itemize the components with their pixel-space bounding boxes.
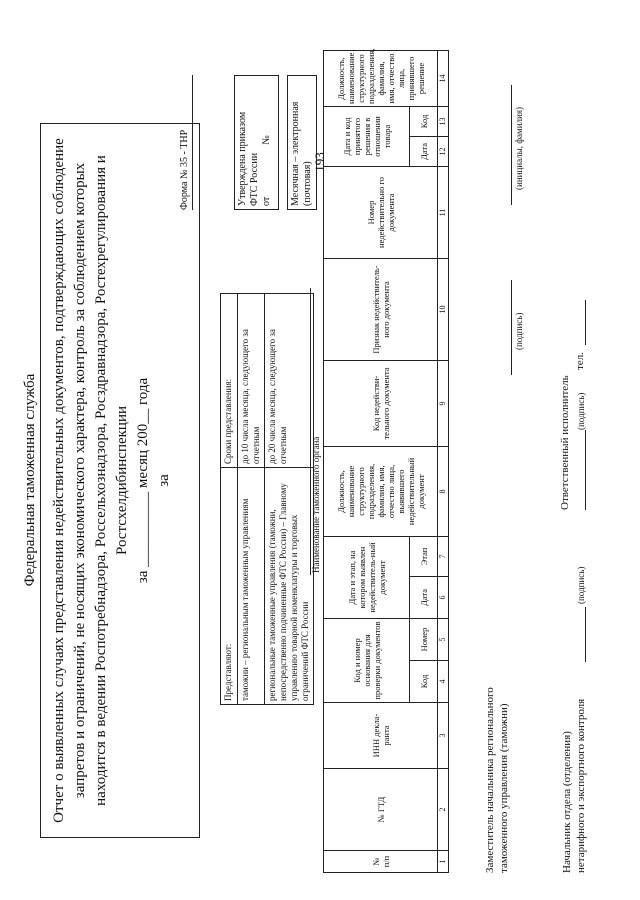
report-table xyxy=(323,50,449,873)
deputy-name-hint: (инициалы, фамилия) xyxy=(514,107,524,190)
executor-title: Ответственный исполнитель xyxy=(559,375,571,510)
report-title: Отчет о выявленных случаях представления недействительных документов, подтверждающих соблюдение запретов и ограничений, не носящих экономического характера, контроль за соблюдением которых находится в ведении Роспотребнадзора, Россельхознадзора, Росздравнадзора, Ростехрегулирования и Ростсхелдибинспекции xyxy=(51,138,130,823)
deputy-signature-title xyxy=(483,687,511,873)
column-number: 3 xyxy=(438,703,449,769)
col-header-doc-code: Код недействи-тельного документа xyxy=(324,360,438,446)
submitter-header: Представляют: xyxy=(221,468,238,705)
deadlines-table xyxy=(220,293,314,705)
deputy-name-line xyxy=(511,85,512,205)
submitter-cell: региональные таможенные управления (таможни, непосредственно подчиненные ФТС России) – Главному управлению товарной номенклатуры и торговых ограничений ФТС России xyxy=(265,468,314,705)
col-header-no: № п/п xyxy=(324,851,438,873)
column-number: 1 xyxy=(438,851,449,873)
approval-line-1: Утверждена приказом xyxy=(237,111,248,206)
approval-number-label: № xyxy=(261,135,272,145)
deadline-cell: до 20 числа месяца, следующего за отчетным xyxy=(265,294,314,468)
column-number: 7 xyxy=(438,536,449,576)
col-header-decision: Дата и код принятого решения в отношении товара xyxy=(324,106,410,166)
column-number: 11 xyxy=(438,166,449,258)
frequency-line-2: (почтовая) xyxy=(302,161,313,206)
form-number: Форма № 35 - ТНР xyxy=(178,75,193,210)
col-header-basis: Код и номер основания для проверки документов xyxy=(324,618,410,702)
column-number: 8 xyxy=(438,446,449,536)
column-number: 10 xyxy=(438,258,449,360)
head-signature-line xyxy=(585,607,586,662)
deadline-cell: до 10 числа месяца, следующего за отчетным xyxy=(238,294,265,468)
deadline-header: Сроки представления: xyxy=(221,294,238,468)
deputy-signature-line xyxy=(511,280,512,375)
col-header-decision-date: Дата xyxy=(410,136,438,166)
column-number: 9 xyxy=(438,360,449,446)
col-header-stage-stage: Этап xyxy=(410,536,438,576)
col-header-doc-sign: Признак недействитель-ного документа xyxy=(324,258,438,360)
phone-label: тел. xyxy=(574,352,586,370)
approval-line-2: ФТС России xyxy=(249,152,260,206)
head-title-line-2: нетарифного и экспортного контроля xyxy=(575,698,587,873)
col-header-basis-number: Номер xyxy=(410,618,438,660)
deputy-title-line-1: Заместитель начальника регионального xyxy=(484,687,496,873)
executor-signature-hint: (подпись) xyxy=(576,392,586,430)
head-signature-title xyxy=(560,699,588,873)
report-period-prefix: за xyxy=(156,474,172,487)
deputy-signature-hint: (подпись) xyxy=(514,312,524,350)
column-number: 2 xyxy=(438,769,449,851)
column-number: 4 xyxy=(438,661,449,703)
frequency-box xyxy=(287,75,317,210)
column-number: 12 xyxy=(438,136,449,166)
col-header-basis-code: Код xyxy=(410,661,438,703)
head-signature-hint: (подпись) xyxy=(576,566,586,604)
submitter-cell: таможни – региональным таможенным управлениям xyxy=(238,468,265,705)
customs-authority-label: Наименование таможенного органа xyxy=(310,288,324,575)
frequency-line-1: Месячная – электронная xyxy=(290,101,301,206)
approval-line-3 xyxy=(261,79,273,206)
agency-name: Федеральная таможенная служба xyxy=(22,373,38,587)
page-number: 193 xyxy=(312,152,327,172)
executor-signature-line xyxy=(585,430,586,510)
approval-from-label: от xyxy=(261,196,272,206)
col-header-stage: Дата и этап, на котором выявлен недействитель-ный документ xyxy=(324,536,410,618)
head-title-line-1: Начальник отдела (отделения) xyxy=(561,731,573,873)
column-number: 14 xyxy=(438,50,449,106)
col-header-decision-code: Код xyxy=(410,106,438,136)
col-header-inn: ИНН декла-ранта xyxy=(324,703,438,769)
col-header-gtd: № ГТД xyxy=(324,769,438,851)
col-header-decision-official: Должность, наименование структурного подразделения, фамилия, имя, отчество лица, принявшего решение xyxy=(324,50,438,106)
col-header-doc-number: Номер недействительно го документа xyxy=(324,166,438,258)
deputy-title-line-2: таможенного управления (таможни) xyxy=(498,703,510,873)
col-header-official: Должность, наименование структурного подразделения, фамилия, имя, отчество лица, выявившего недействительный документ xyxy=(324,446,438,536)
column-number: 13 xyxy=(438,106,449,136)
report-period: за __________ месяц 200__ года xyxy=(135,377,151,584)
phone-line xyxy=(585,300,586,345)
col-header-stage-date: Дата xyxy=(410,576,438,618)
approval-box xyxy=(234,75,279,210)
report-title-box xyxy=(40,123,200,838)
column-number: 6 xyxy=(438,576,449,618)
column-number: 5 xyxy=(438,618,449,660)
